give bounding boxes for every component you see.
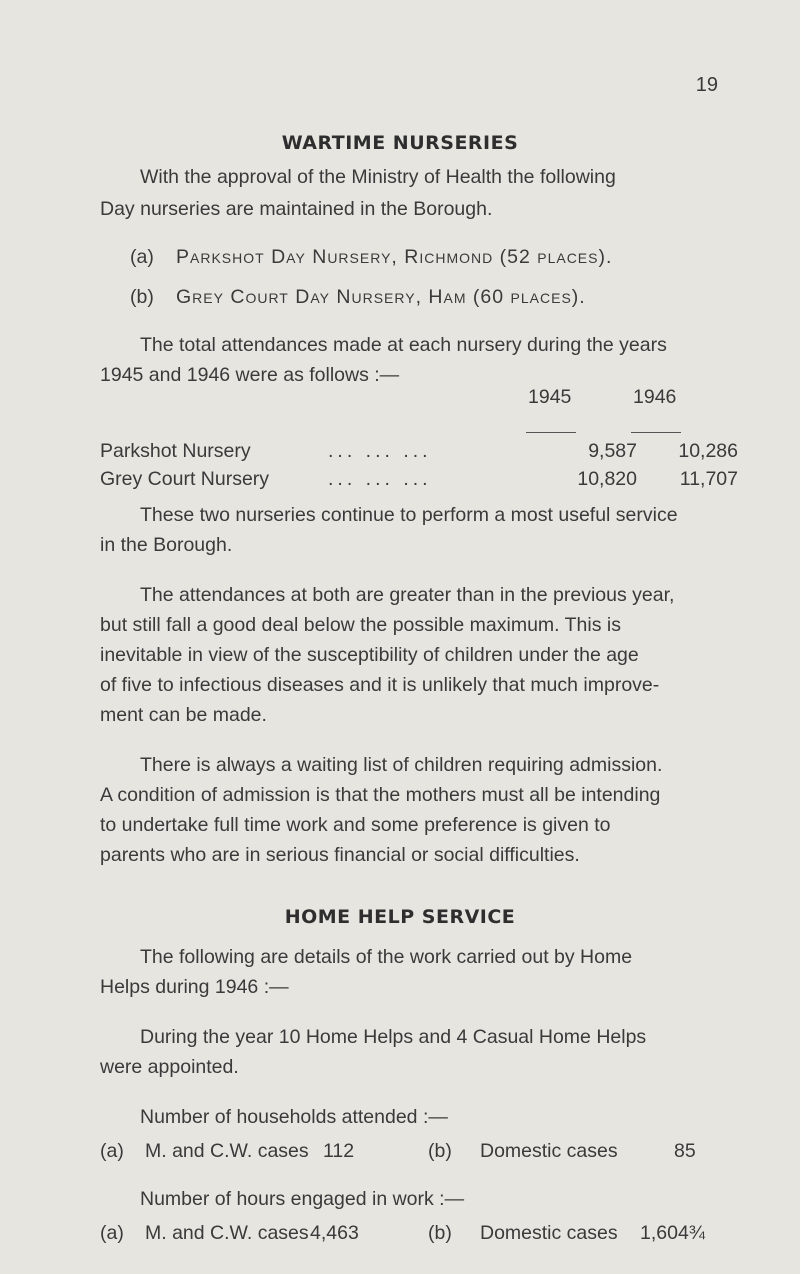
- nursery-item-a: Parkshot Day Nursery, Richmond (52 places).: [176, 246, 613, 268]
- households-b-value: 85: [674, 1140, 696, 1162]
- row-label: Grey Court Nursery: [100, 468, 270, 490]
- waiting-para-line-4: parents who are in serious financial or social difficulties.: [100, 844, 580, 866]
- hours-b-marker: (b): [428, 1222, 452, 1244]
- appointed-line-2: were appointed.: [100, 1056, 239, 1078]
- waiting-para-line-3: to undertake full time work and some preference is given to: [100, 814, 611, 836]
- wartime-intro-line-2: Day nurseries are maintained in the Borough.: [100, 198, 493, 220]
- attendances-para-line-3: inevitable in view of the susceptibility of children under the age: [100, 644, 639, 666]
- wartime-intro-line-1: With the approval of the Ministry of Health the following: [140, 166, 616, 188]
- attendances-para-line-2: but still fall a good deal below the possible maximum. This is: [100, 614, 621, 636]
- households-a-marker: (a): [100, 1140, 124, 1162]
- hours-a-value: 4,463: [310, 1222, 359, 1244]
- waiting-para-line-1: There is always a waiting list of children requiring admission.: [140, 754, 663, 776]
- nursery-item-a-marker: (a): [130, 246, 154, 268]
- section-heading-home-help-service: HOME HELP SERVICE: [284, 906, 516, 928]
- table-header-1945: 1945: [528, 386, 572, 408]
- row-value-1945: 9,587: [588, 440, 637, 462]
- row-value-1946: 11,707: [679, 468, 738, 490]
- households-a-label: M. and C.W. cases: [145, 1140, 309, 1162]
- attendances-para-line-5: ment can be made.: [100, 704, 267, 726]
- households-b-marker: (b): [428, 1140, 452, 1162]
- service-para-line-2: in the Borough.: [100, 534, 233, 556]
- waiting-para-line-2: A condition of admission is that the mothers must all be intending: [100, 784, 661, 806]
- homehelp-intro-line-1: The following are details of the work carried out by Home: [140, 946, 633, 968]
- table-header-1946: 1946: [633, 386, 677, 408]
- row-value-1946: 10,286: [678, 440, 738, 462]
- households-b-label: Domestic cases: [480, 1140, 618, 1162]
- row-leader-dots: ... ... ...: [328, 440, 432, 462]
- hours-b-label: Domestic cases: [480, 1222, 618, 1244]
- table-header-rule-1945: [526, 432, 576, 433]
- hours-a-marker: (a): [100, 1222, 124, 1244]
- attendance-intro-line-2: 1945 and 1946 were as follows :—: [100, 364, 400, 386]
- appointed-line-1: During the year 10 Home Helps and 4 Casual Home Helps: [140, 1026, 647, 1048]
- row-value-1945: 10,820: [577, 468, 637, 490]
- row-leader-dots: ... ... ...: [328, 468, 432, 490]
- row-label: Parkshot Nursery: [100, 440, 251, 462]
- page-number: 19: [695, 74, 718, 96]
- hours-a-label: M. and C.W. cases: [145, 1222, 309, 1244]
- table-header-rule-1946: [631, 432, 681, 433]
- homehelp-intro-line-2: Helps during 1946 :—: [100, 976, 289, 998]
- households-a-value: 112: [323, 1140, 355, 1162]
- nursery-item-b-marker: (b): [130, 286, 154, 308]
- hours-label: Number of hours engaged in work :—: [140, 1188, 465, 1210]
- households-label: Number of households attended :—: [140, 1106, 448, 1128]
- attendances-para-line-1: The attendances at both are greater than in the previous year,: [140, 584, 675, 606]
- attendances-para-line-4: of five to infectious diseases and it is unlikely that much improve-: [100, 674, 660, 696]
- service-para-line-1: These two nurseries continue to perform a most useful service: [140, 504, 678, 526]
- attendance-intro-line-1: The total attendances made at each nursery during the years: [140, 334, 667, 356]
- hours-b-value: 1,604¾: [640, 1222, 706, 1244]
- section-heading-wartime-nurseries: WARTIME NURSERIES: [281, 132, 519, 154]
- attendance-table: [100, 386, 738, 496]
- nursery-item-b: Grey Court Day Nursery, Ham (60 places).: [176, 286, 586, 308]
